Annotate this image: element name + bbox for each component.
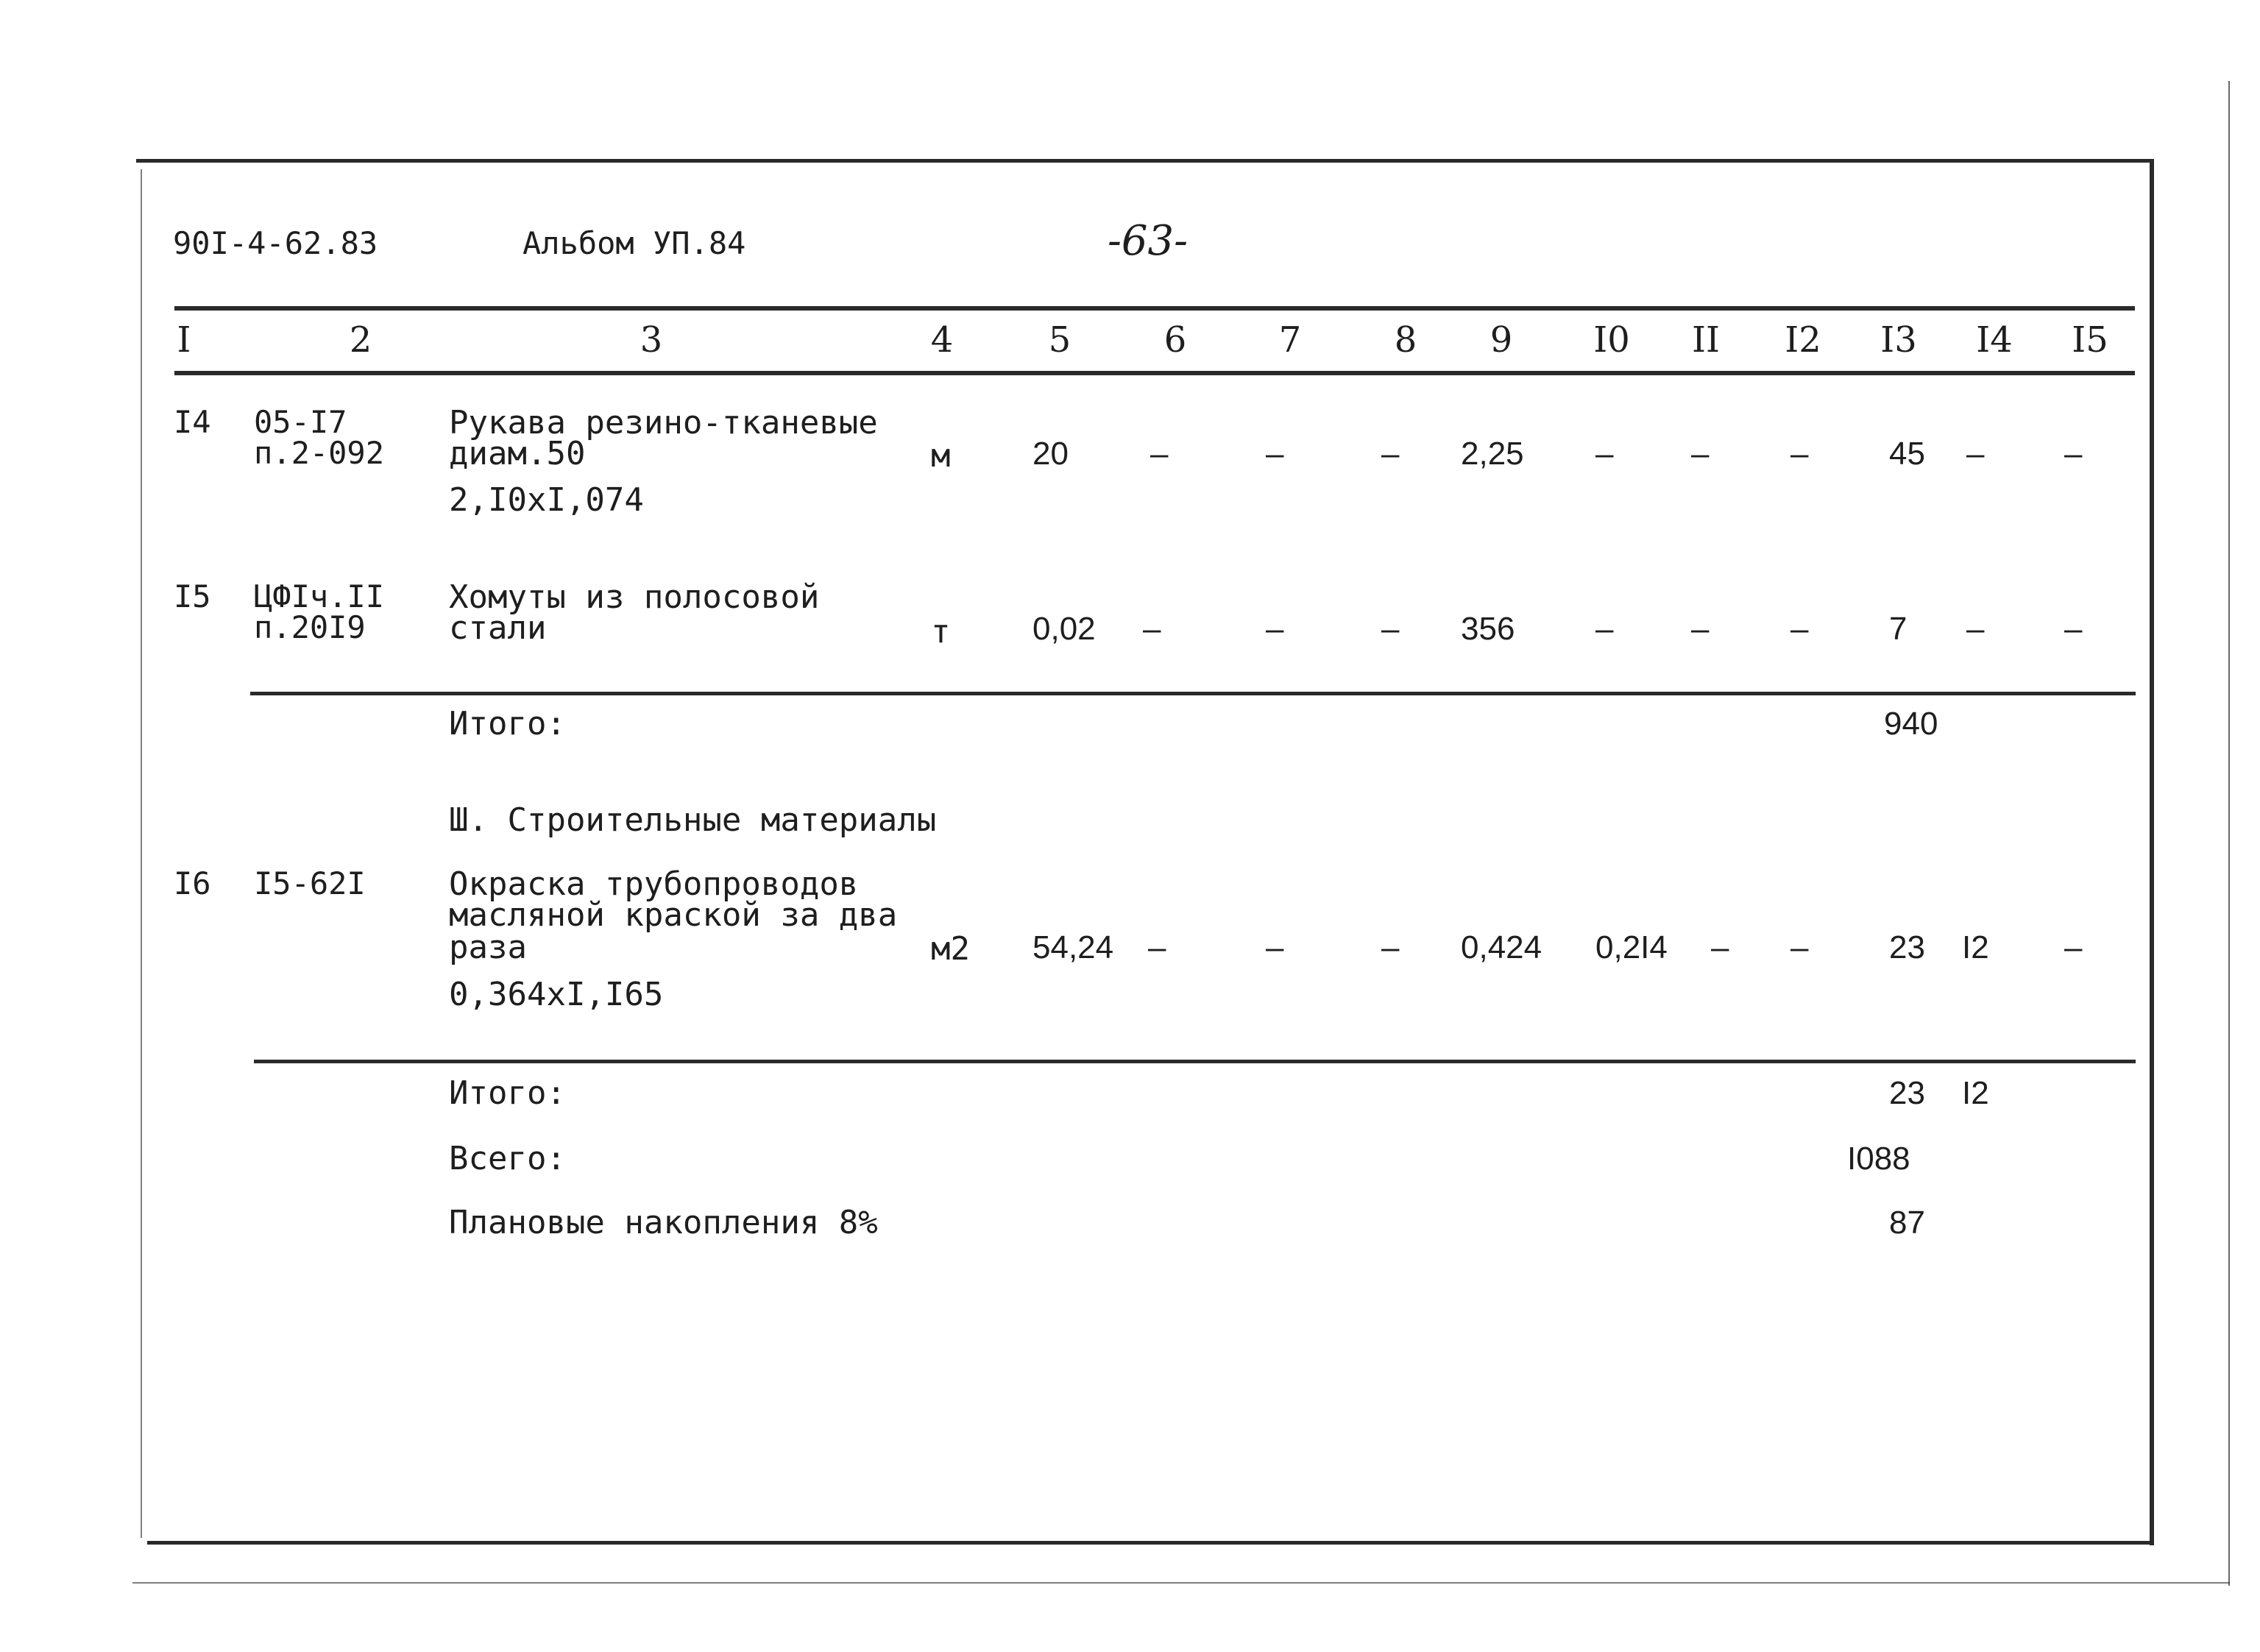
- column-header-2: 2: [349, 319, 372, 361]
- column-header-1: I: [177, 319, 191, 361]
- cell-col7: –: [1266, 436, 1284, 472]
- project-code: 90I-4-62.83: [173, 225, 378, 261]
- cell-col11: –: [1711, 929, 1729, 965]
- norm-code: I5-62I: [254, 865, 366, 901]
- cell-col15: –: [2064, 611, 2083, 647]
- description: Рукава резино-тканевые: [449, 404, 878, 442]
- frame-left-border: [141, 169, 142, 1538]
- column-header-12: I2: [1785, 319, 1821, 361]
- total-col13: I088: [1847, 1141, 1910, 1177]
- cell-col8: –: [1381, 611, 1400, 647]
- norm-code: ЦФIч.II: [254, 578, 385, 614]
- column-header-6: 6: [1163, 319, 1187, 361]
- cell-col9: 0,424: [1461, 929, 1542, 965]
- cell-col13: 7: [1889, 611, 1907, 647]
- description: Хомуты из полосовой: [449, 578, 820, 616]
- cell-col6: –: [1148, 929, 1166, 965]
- frame-bottom-border: [147, 1541, 2154, 1545]
- row-number: I5: [174, 578, 211, 614]
- description: Окраска трубопроводов: [449, 865, 859, 903]
- frame-right-border: [2150, 159, 2154, 1545]
- cell-col15: –: [2064, 436, 2083, 472]
- album-label: Альбом УП.84: [523, 225, 746, 261]
- column-header-3: 3: [640, 319, 663, 361]
- column-header-13: I3: [1880, 319, 1917, 361]
- cell-col10: –: [1595, 436, 1614, 472]
- page-number: -63-: [1108, 217, 1189, 265]
- norm-code-item: п.20I9: [254, 609, 366, 645]
- cell-col15: –: [2064, 929, 2083, 965]
- cell-col14: –: [1966, 611, 1985, 647]
- unit: т: [931, 613, 951, 650]
- cell-col12: –: [1790, 436, 1809, 472]
- column-header-top-rule: [174, 306, 2135, 311]
- planned-label: Плановые накопления 8%: [449, 1204, 878, 1241]
- subtotal-rule: [254, 1060, 2136, 1063]
- cell-col8: –: [1381, 436, 1400, 472]
- cell-col12: –: [1790, 611, 1809, 647]
- subtotal-col13: 23: [1889, 1075, 1925, 1111]
- description: масляной краской за два: [449, 896, 898, 934]
- cell-col7: –: [1266, 929, 1284, 965]
- cell-col9: 2,25: [1461, 436, 1524, 472]
- cell-col11: –: [1691, 436, 1710, 472]
- cell-col9: 356: [1461, 611, 1515, 647]
- cell-col10: 0,2I4: [1595, 929, 1668, 965]
- frame-top-border: [136, 159, 2153, 163]
- cell-col5: 0,02: [1032, 611, 1096, 647]
- column-header-10: I0: [1593, 319, 1630, 361]
- subtotal-col14: I2: [1962, 1075, 1989, 1111]
- subtotal-rule: [250, 692, 2136, 695]
- section-heading: Ш. Строительные материалы: [449, 801, 937, 839]
- cell-col5: 20: [1032, 436, 1069, 472]
- row-number: I4: [174, 404, 211, 440]
- description: 0,364xI,I65: [449, 976, 664, 1013]
- cell-col13: 45: [1889, 436, 1925, 472]
- page-bottom-edge: [132, 1582, 2230, 1584]
- cell-col6: –: [1150, 436, 1169, 472]
- cell-col6: –: [1143, 611, 1161, 647]
- total-label: Всего:: [449, 1140, 566, 1177]
- description: раза: [449, 929, 527, 966]
- planned-col13: 87: [1889, 1205, 1925, 1241]
- description: диам.50: [449, 435, 586, 472]
- column-header-4: 4: [930, 319, 954, 361]
- subtotal-col13: 940: [1884, 706, 1938, 742]
- cell-col10: –: [1595, 611, 1614, 647]
- column-header-11: II: [1692, 319, 1720, 361]
- cell-col7: –: [1266, 611, 1284, 647]
- column-header-7: 7: [1278, 319, 1302, 361]
- subtotal-label: Итого:: [449, 1074, 566, 1112]
- column-header-bottom-rule: [174, 371, 2135, 375]
- column-header-5: 5: [1048, 319, 1071, 361]
- column-header-9: 9: [1489, 319, 1513, 361]
- row-number: I6: [174, 865, 211, 901]
- cell-col13: 23: [1889, 929, 1925, 965]
- subtotal-label: Итого:: [449, 705, 566, 742]
- column-header-8: 8: [1394, 319, 1417, 361]
- column-header-14: I4: [1976, 319, 2013, 361]
- cell-col14: –: [1966, 436, 1985, 472]
- norm-code: 05-I7: [254, 404, 347, 440]
- cell-col8: –: [1381, 929, 1400, 965]
- unit: м2: [931, 930, 970, 968]
- column-header-15: I5: [2072, 319, 2108, 361]
- cell-col12: –: [1790, 929, 1809, 965]
- norm-code-item: п.2-092: [254, 435, 385, 471]
- unit: м: [931, 437, 951, 475]
- cell-col11: –: [1691, 611, 1710, 647]
- cell-col5: 54,24: [1032, 929, 1114, 965]
- cell-col14: I2: [1962, 929, 1989, 965]
- description: стали: [449, 609, 547, 647]
- page-right-edge: [2228, 81, 2230, 1586]
- description: 2,I0xI,074: [449, 481, 644, 519]
